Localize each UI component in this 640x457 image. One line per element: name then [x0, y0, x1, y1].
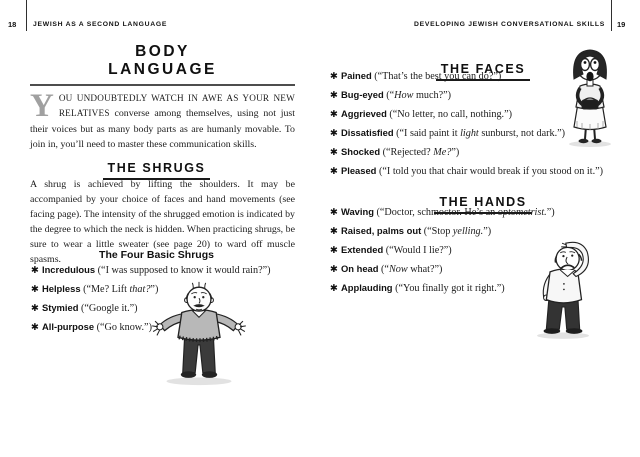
shocked-woman-illustration [560, 43, 624, 148]
asterisk-bullet-icon: ✱ [31, 265, 39, 276]
section-heading-faces-label: THE FACES [436, 62, 531, 81]
header-divider-right [611, 0, 612, 31]
asterisk-bullet-icon: ✱ [330, 147, 338, 158]
intro-text: converse among themselves, using not just their voices but as many body parts as are humanly movable. To join in, you’ll need to master these communication skills. [30, 108, 295, 150]
term-label: Pleased [340, 165, 377, 176]
term-quote: (“No letter, no call, nothing.”) [386, 109, 513, 120]
term-label: Bug-eyed [340, 89, 384, 100]
term-quote: (“I said paint it light sunburst, not dark.”) [393, 128, 566, 139]
term-label: Dissatisfied [340, 127, 394, 138]
subheading-four-basic-shrugs: The Four Basic Shrugs [99, 249, 214, 261]
term-label: Stymied [41, 302, 79, 313]
term-quote: (“Me? Lift that?”) [80, 284, 159, 295]
asterisk-bullet-icon: ✱ [330, 283, 338, 294]
asterisk-bullet-icon: ✱ [330, 71, 338, 82]
running-head-right: DEVELOPING JEWISH CONVERSATIONAL SKILLS [414, 21, 605, 28]
term-label: Raised, palms out [340, 225, 422, 236]
asterisk-bullet-icon: ✱ [330, 207, 338, 218]
term-quote: (“That’s the best you can do?”) [371, 71, 502, 82]
term-quote: (“Would I lie?”) [383, 245, 452, 256]
asterisk-bullet-icon: ✱ [330, 90, 338, 101]
term-quote: (“Now what?”) [378, 264, 443, 275]
header-divider-left [26, 0, 27, 31]
term-label: Extended [340, 244, 384, 255]
asterisk-bullet-icon: ✱ [330, 245, 338, 256]
asterisk-bullet-icon: ✱ [330, 226, 338, 237]
page-number-right: 19 [617, 20, 626, 29]
asterisk-bullet-icon: ✱ [330, 264, 338, 275]
asterisk-bullet-icon: ✱ [330, 166, 338, 177]
term-label: Incredulous [41, 264, 96, 275]
term-label: Aggrieved [340, 108, 387, 119]
term-label: Waving [340, 206, 374, 217]
asterisk-bullet-icon: ✱ [31, 322, 39, 333]
term-label: Applauding [340, 282, 393, 293]
term-quote: (“You finally got it right.”) [392, 283, 505, 294]
hand-on-head-man-illustration [526, 235, 600, 342]
term-quote: (“I was supposed to know it would rain?”) [95, 265, 271, 276]
section-heading-shrugs [24, 151, 289, 180]
term-list-item [330, 165, 616, 178]
asterisk-bullet-icon: ✱ [330, 109, 338, 120]
term-label: Helpless [41, 283, 81, 294]
chapter-title-line1: BODY [135, 43, 190, 60]
chapter-title [30, 43, 295, 79]
shrugging-man-illustration [148, 280, 250, 387]
chapter-title-line2: LANGUAGE [108, 61, 217, 78]
term-quote: (“Stop yelling.”) [421, 226, 492, 237]
running-head-left: JEWISH AS A SECOND LANGUAGE [33, 21, 168, 28]
term-quote: (“Rejected? Me?”) [380, 147, 460, 158]
page-number-left: 18 [8, 20, 17, 29]
asterisk-bullet-icon: ✱ [31, 284, 39, 295]
term-label: All-purpose [41, 321, 95, 332]
term-label: Shocked [340, 146, 381, 157]
term-label: On head [340, 263, 379, 274]
term-list-item [31, 264, 301, 277]
drop-cap: Y [30, 88, 54, 124]
term-quote: (“How much?”) [383, 90, 452, 101]
term-quote: (“Google it.”) [78, 303, 138, 314]
intro-paragraph [30, 88, 295, 152]
asterisk-bullet-icon: ✱ [330, 128, 338, 139]
term-label: Pained [340, 70, 372, 81]
term-quote: (“I told you that chair would break if you stood on it.”) [376, 166, 604, 177]
intro-lead-caps: OU UNDOUBTEDLY WATCH IN AWE AS YOUR NEW RELATIVES [58, 93, 295, 119]
section-heading-hands-label: THE HANDS [434, 195, 531, 214]
shrugs-paragraph: A shrug is achieved by lifting the shoulders. It may be accompanied by your choice of faces and hand movements (see facing page). The intensity of the shrugged emotion is indicated by the degree to which the neck is hidden. When practicing shrugs, be sure to wear a little sweater (see page 20) to ward off muscle spasms. [30, 179, 295, 265]
section-heading-shrugs-label: THE SHRUGS [103, 161, 211, 180]
asterisk-bullet-icon: ✱ [31, 303, 39, 314]
term-quote: (“Doctor, schmoctor. He’s an optometrist.”) [373, 207, 555, 218]
term-list-item [330, 206, 616, 219]
title-rule [30, 84, 295, 86]
term-quote: (“Go know.”) [94, 322, 152, 333]
